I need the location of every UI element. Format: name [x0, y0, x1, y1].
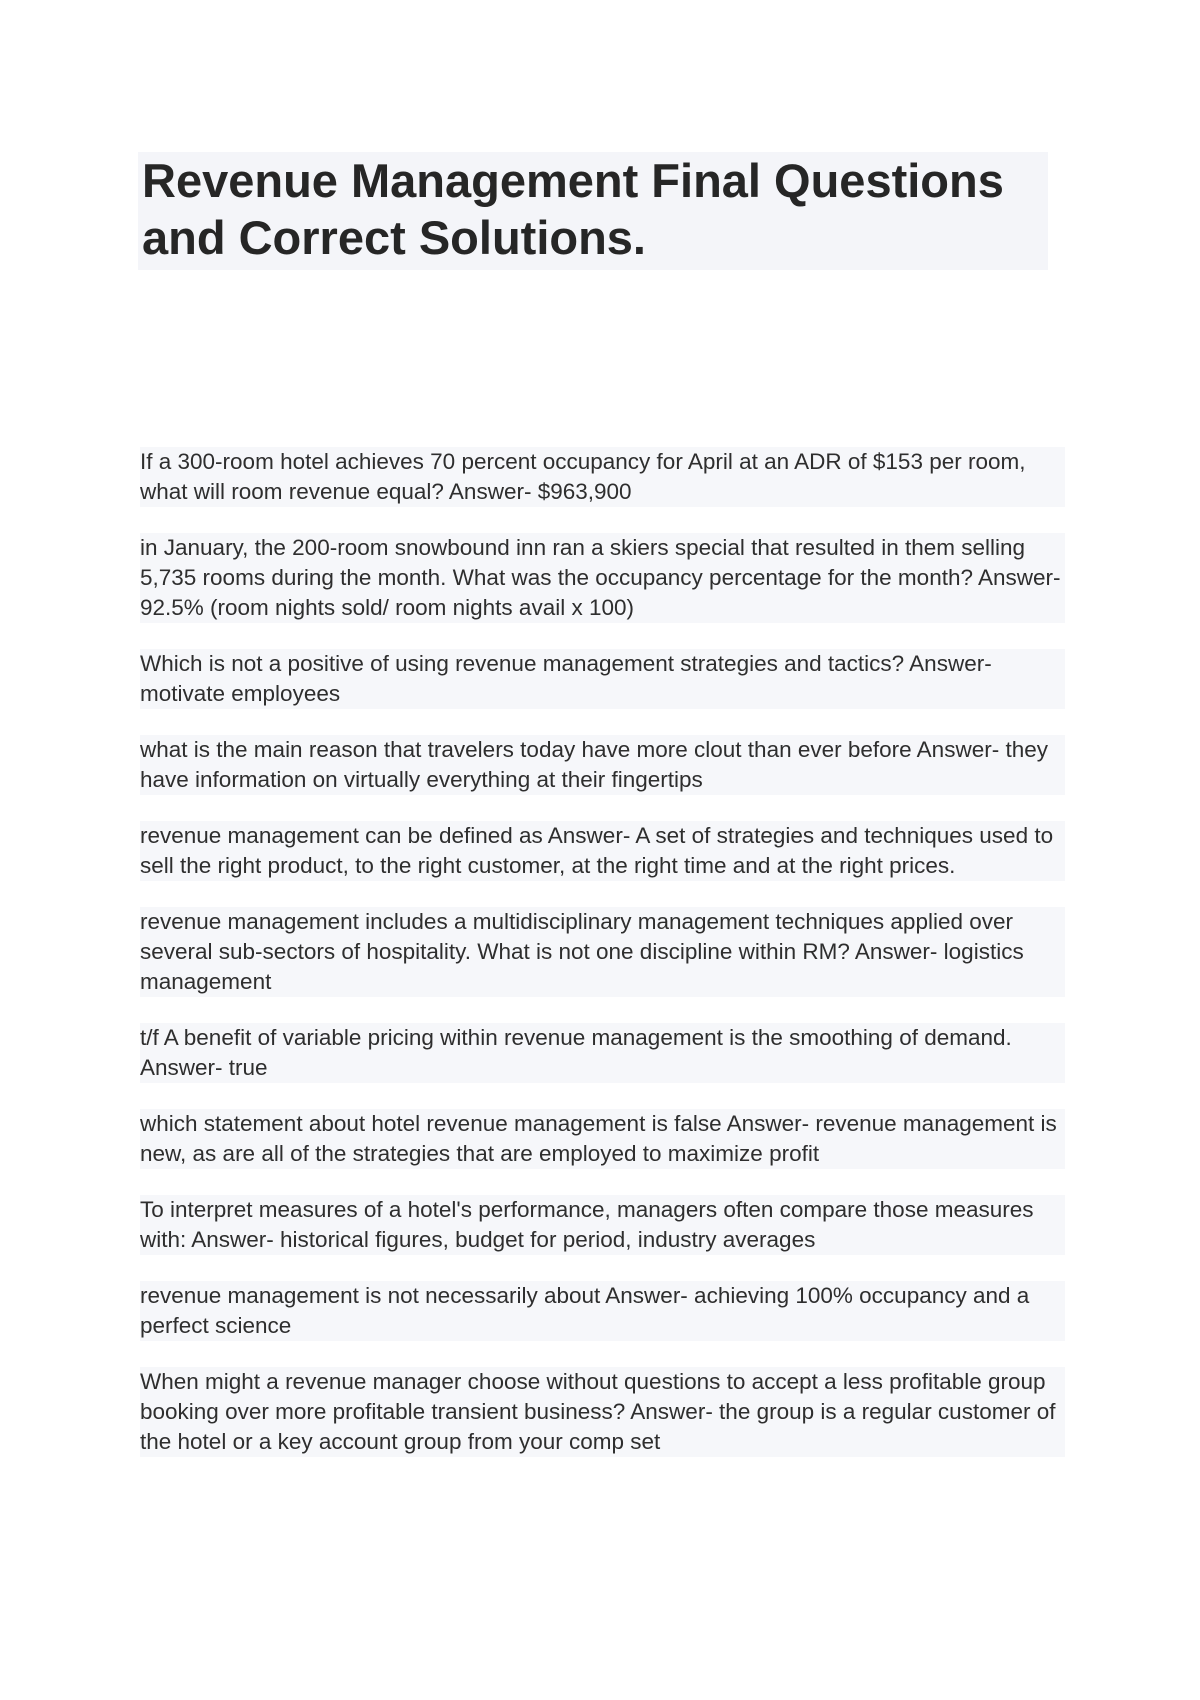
document-title: Revenue Management Final Questions and Correct Solutions.: [142, 154, 1004, 264]
title-block: [138, 152, 1048, 270]
qa-item: Which is not a positive of using revenue management strategies and tactics? Answer- motivate employees: [140, 649, 1065, 709]
qa-item: revenue management is not necessarily about Answer- achieving 100% occupancy and a perfect science: [140, 1281, 1065, 1341]
qa-item: which statement about hotel revenue management is false Answer- revenue management is new, as are all of the strategies that are employed to maximize profit: [140, 1109, 1065, 1169]
qa-item: in January, the 200-room snowbound inn ran a skiers special that resulted in them selling 5,735 rooms during the month. What was the occupancy percentage for the month? Answer- 92.5% (room nights sold/ room nights avail x 100): [140, 533, 1065, 623]
qa-item: When might a revenue manager choose without questions to accept a less profitable group booking over more profitable transient business? Answer- the group is a regular customer of the hotel or a key account group from your comp set: [140, 1367, 1065, 1457]
qa-item: what is the main reason that travelers today have more clout than ever before Answer- they have information on virtually everything at their fingertips: [140, 735, 1065, 795]
qa-item: revenue management includes a multidisciplinary management techniques applied over several sub-sectors of hospitality. What is not one discipline within RM? Answer- logistics management: [140, 907, 1065, 997]
qa-item: t/f A benefit of variable pricing within revenue management is the smoothing of demand. Answer- true: [140, 1023, 1065, 1083]
qa-item: If a 300-room hotel achieves 70 percent occupancy for April at an ADR of $153 per room, what will room revenue equal? Answer- $963,900: [140, 447, 1065, 507]
qa-list: [140, 447, 1065, 1483]
qa-item: To interpret measures of a hotel's performance, managers often compare those measures with: Answer- historical figures, budget for period, industry averages: [140, 1195, 1065, 1255]
qa-item: revenue management can be defined as Answer- A set of strategies and techniques used to sell the right product, to the right customer, at the right time and at the right prices.: [140, 821, 1065, 881]
